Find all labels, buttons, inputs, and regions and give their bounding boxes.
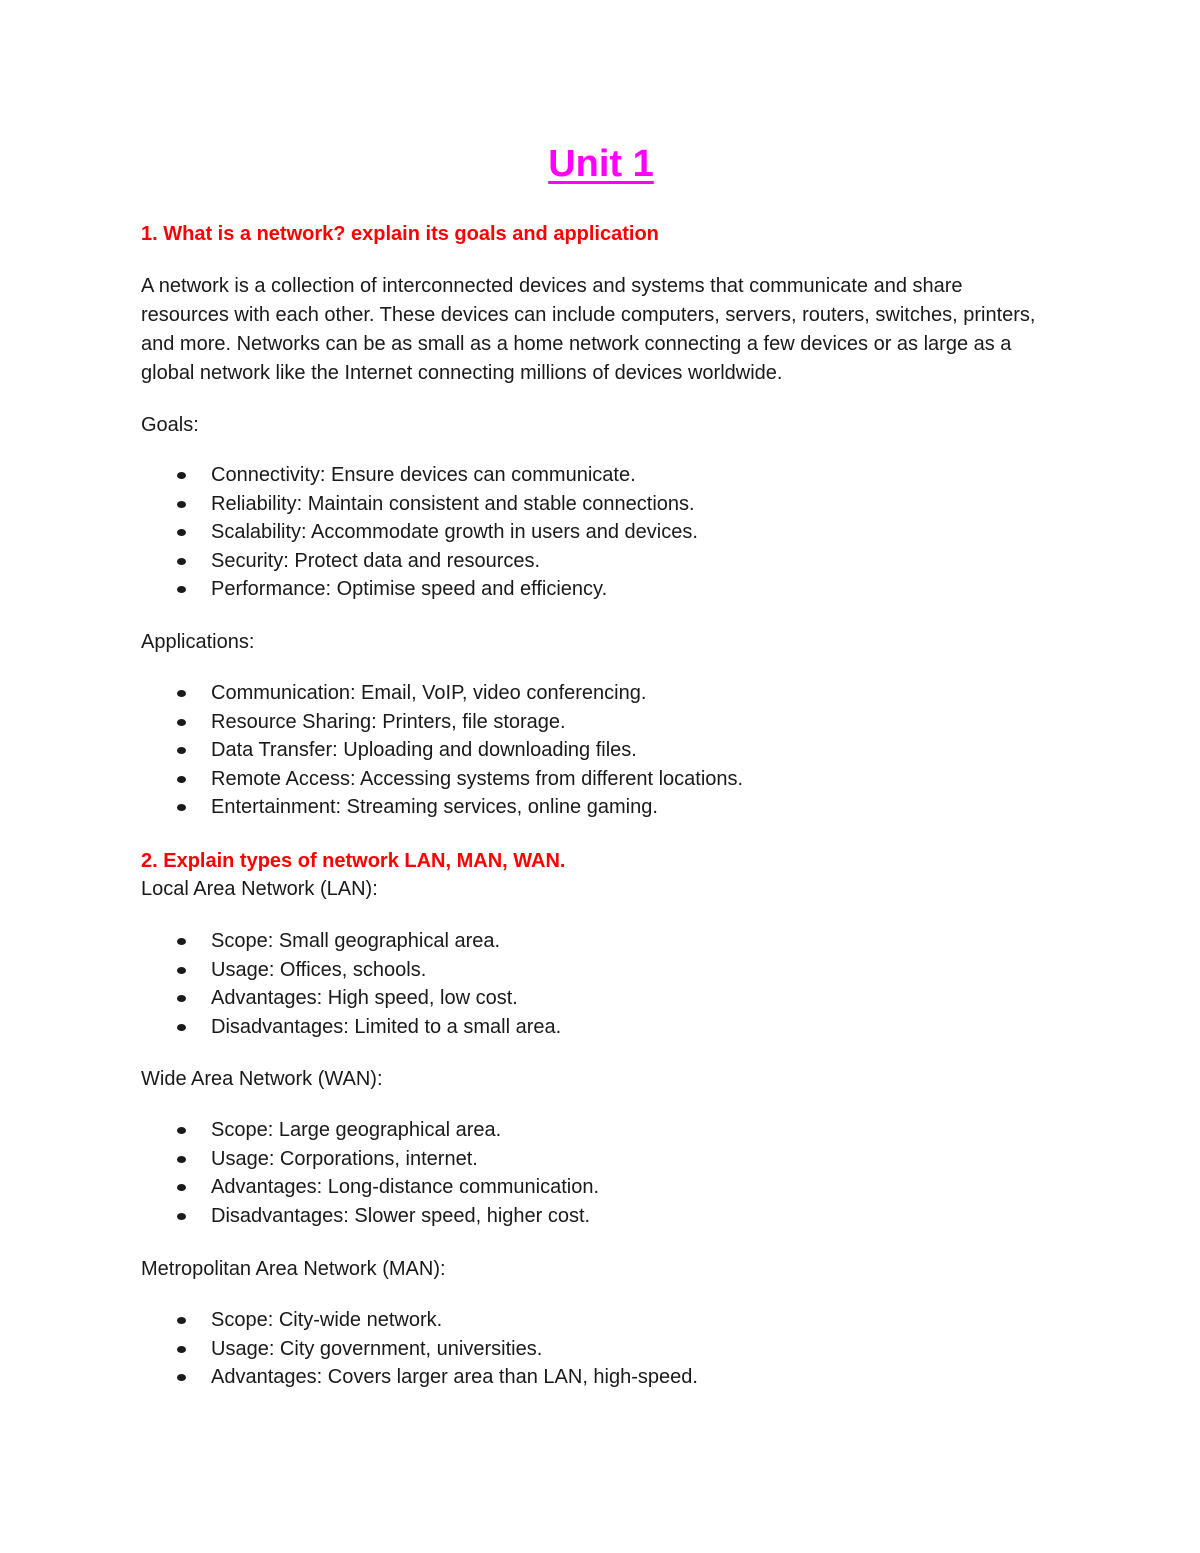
bullet-icon <box>177 557 187 567</box>
wan-label: Wide Area Network (WAN): <box>141 1068 383 1090</box>
list-item-text: Usage: Corporations, internet. <box>211 1147 478 1170</box>
question-1-heading: 1. What is a network? explain its goals and application <box>141 223 659 245</box>
list-item <box>141 1116 599 1145</box>
bullet-icon <box>177 1316 187 1326</box>
list-item-text: Data Transfer: Uploading and downloading files. <box>211 739 637 762</box>
bullet-icon <box>177 1345 187 1355</box>
list-item <box>141 984 561 1013</box>
man-label: Metropolitan Area Network (MAN): <box>141 1258 446 1280</box>
bullet-icon <box>177 1212 187 1222</box>
list-item-text: Disadvantages: Slower speed, higher cost. <box>211 1204 591 1227</box>
list-item <box>141 1363 698 1392</box>
bullet-icon <box>177 471 187 481</box>
list-item-text: Entertainment: Streaming services, online gaming. <box>211 796 658 819</box>
bullet-icon <box>177 994 187 1004</box>
list-item <box>141 679 743 708</box>
network-definition-paragraph: A network is a collection of interconnected devices and systems that communicate and share resources with each other. These devices can include computers, servers, routers, switches, printers, and more. Networks can be as small as a home network connecting a few devices or as large as a global network like the Internet connecting millions of devices worldwide. <box>141 275 1036 384</box>
bullet-icon <box>177 966 187 976</box>
lan-label: Local Area Network (LAN): <box>141 878 378 900</box>
list-item-text: Scope: Large geographical area. <box>211 1119 502 1141</box>
bullet-icon <box>177 528 187 538</box>
bullet-icon <box>177 937 187 947</box>
list-item-text: Remote Access: Accessing systems from different locations. <box>211 767 744 790</box>
bullet-icon <box>177 1373 187 1383</box>
goals-label: Goals: <box>141 414 199 436</box>
bullet-icon <box>177 718 187 728</box>
list-item <box>141 765 743 794</box>
list-item-text: Usage: City government, universities. <box>211 1337 543 1360</box>
list-item-text: Scalability: Accommodate growth in users and devices. <box>211 521 698 544</box>
list-item <box>141 1013 561 1042</box>
bullet-icon <box>177 1126 187 1136</box>
goals-list <box>141 461 698 604</box>
bullet-icon <box>177 689 187 699</box>
page-title: Unit 1 <box>548 143 654 185</box>
applications-list <box>141 679 743 822</box>
list-item-text: Performance: Optimise speed and efficiency. <box>211 578 608 601</box>
bullet-icon <box>177 500 187 510</box>
bullet-icon <box>177 746 187 756</box>
list-item <box>141 793 743 822</box>
wan-list <box>141 1116 599 1230</box>
list-item-text: Disadvantages: Limited to a small area. <box>211 1015 562 1038</box>
list-item <box>141 1202 599 1231</box>
lan-list <box>141 927 561 1041</box>
bullet-icon <box>177 1183 187 1193</box>
list-item <box>141 490 698 519</box>
bullet-icon <box>177 585 187 595</box>
list-item <box>141 1145 599 1174</box>
bullet-icon <box>177 775 187 785</box>
list-item-text: Advantages: Long-distance communication. <box>211 1176 600 1199</box>
list-item-text: Communication: Email, VoIP, video conferencing. <box>211 682 647 704</box>
question-2-heading: 2. Explain types of network LAN, MAN, WAN. <box>141 850 566 872</box>
list-item <box>141 575 698 604</box>
list-item <box>141 461 698 490</box>
list-item <box>141 1306 698 1335</box>
list-item-text: Advantages: Covers larger area than LAN, high-speed. <box>211 1366 698 1389</box>
list-item <box>141 1173 599 1202</box>
list-item <box>141 708 743 737</box>
list-item-text: Security: Protect data and resources. <box>211 549 541 572</box>
list-item-text: Connectivity: Ensure devices can communicate. <box>211 464 636 486</box>
bullet-icon <box>177 803 187 813</box>
list-item-text: Usage: Offices, schools. <box>211 958 427 981</box>
man-list <box>141 1306 698 1392</box>
bullet-icon <box>177 1155 187 1165</box>
list-item <box>141 547 698 576</box>
list-item-text: Resource Sharing: Printers, file storage. <box>211 710 566 733</box>
applications-label: Applications: <box>141 631 255 653</box>
list-item <box>141 956 561 985</box>
list-item-text: Reliability: Maintain consistent and stable connections. <box>211 492 695 515</box>
list-item <box>141 1335 698 1364</box>
list-item-text: Scope: City-wide network. <box>211 1309 443 1331</box>
list-item <box>141 518 698 547</box>
list-item <box>141 736 743 765</box>
list-item <box>141 927 561 956</box>
bullet-icon <box>177 1023 187 1033</box>
list-item-text: Scope: Small geographical area. <box>211 930 501 952</box>
list-item-text: Advantages: High speed, low cost. <box>211 987 518 1010</box>
